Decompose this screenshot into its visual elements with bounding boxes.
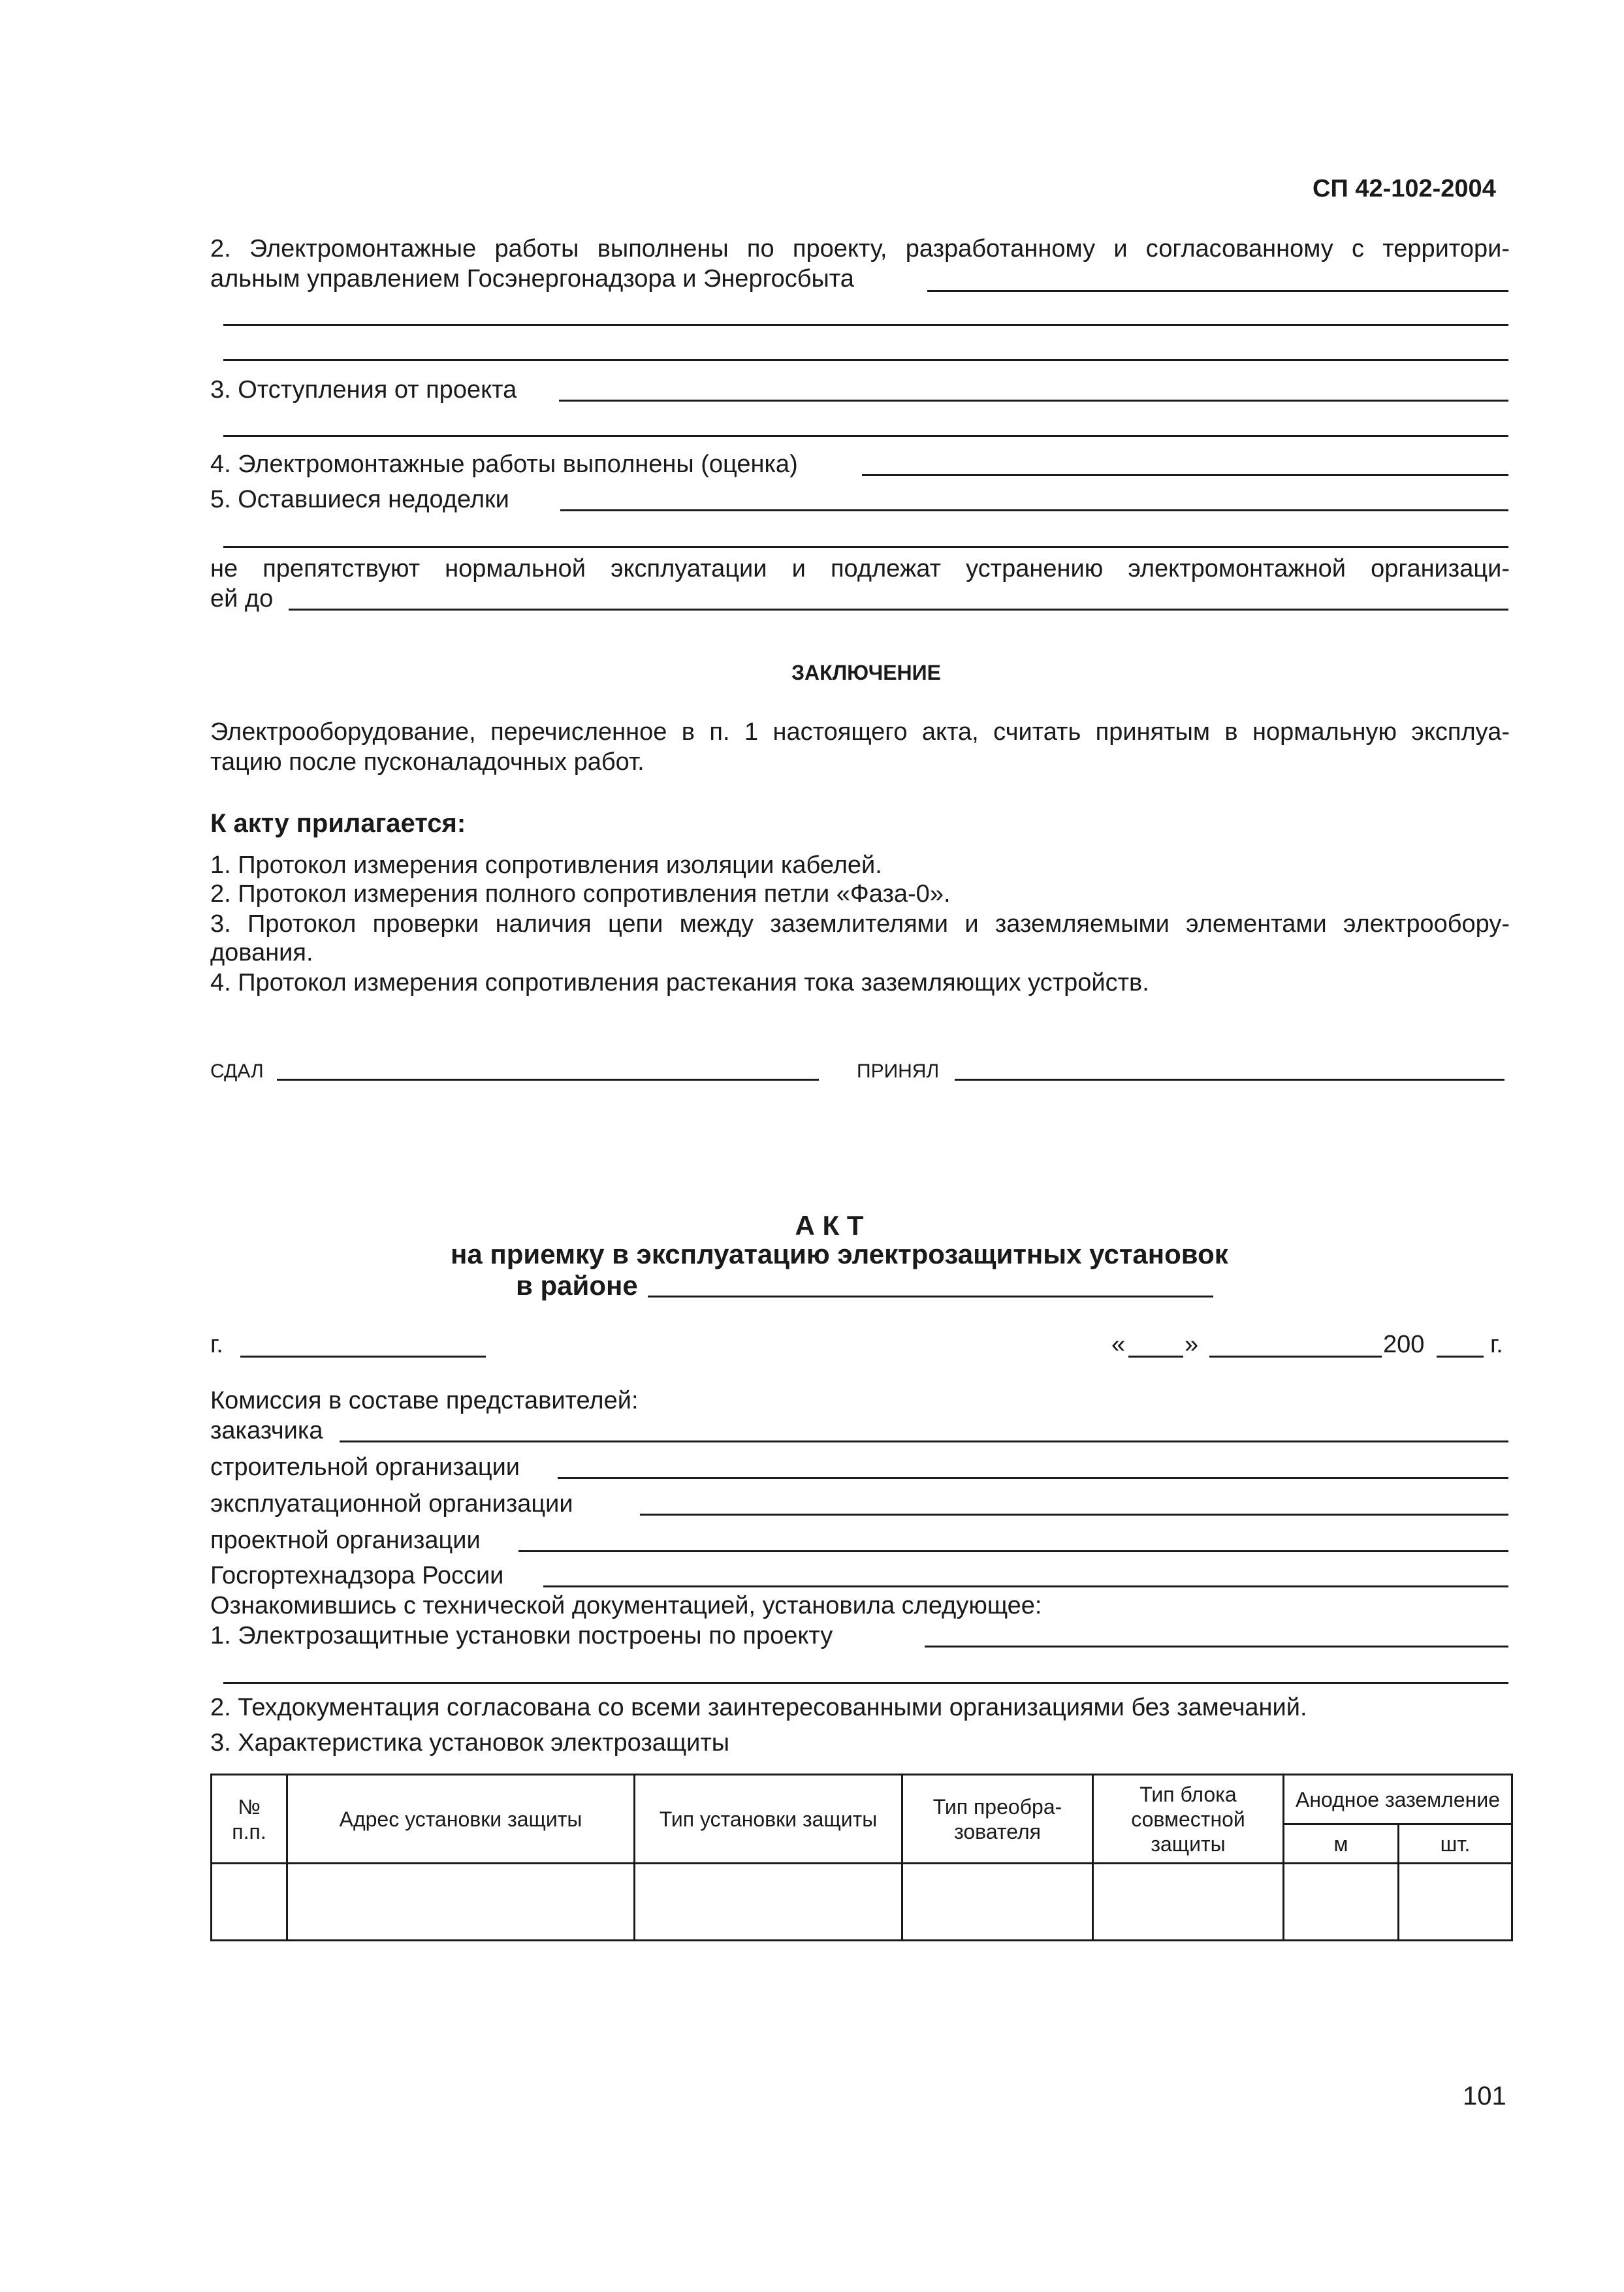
accepted-label: ПРИНЯЛ — [857, 1060, 940, 1082]
conclusion-line2: тацию после пусконаладочных работ. — [210, 748, 645, 776]
operation-label: эксплуатационной организации — [210, 1490, 573, 1518]
attachment-item3-line2: дования. — [210, 939, 313, 966]
table-cell — [287, 1864, 635, 1941]
table-cell — [1399, 1864, 1512, 1941]
table-row — [212, 1864, 1512, 1941]
item2-line1: 2. Электромонтажные работы выполнены по проекту, разработанному и согласованному с территори- — [210, 235, 1510, 263]
remainder-line2: ей до — [210, 585, 274, 613]
day-line — [1128, 1356, 1183, 1358]
design-label: проектной организации — [210, 1527, 481, 1554]
construction-line — [558, 1477, 1508, 1479]
item5-label: 5. Оставшиеся недоделки — [210, 486, 509, 513]
header-address: Адрес установки защиты — [287, 1775, 635, 1864]
design-line — [518, 1550, 1508, 1552]
header-anode-meters: м — [1284, 1824, 1399, 1864]
act-item1-label: 1. Электрозащитные установки построены по проекту — [210, 1622, 833, 1649]
remainder-fill-line — [289, 609, 1508, 611]
act-subtitle: на приемку в эксплуатацию электрозащитных установок — [451, 1239, 1228, 1269]
table-cell — [1093, 1864, 1284, 1941]
act-region-label: в районе — [516, 1270, 638, 1301]
attachment-item2: 2. Протокол измерения полного сопротивления петли «Фаза-0». — [210, 880, 951, 908]
item3-fill-line — [559, 400, 1508, 402]
item2-fill-line — [927, 290, 1508, 292]
table-cell — [902, 1864, 1093, 1941]
item5-fill-line — [560, 509, 1508, 511]
header-anode-pieces: шт. — [1399, 1824, 1512, 1864]
attachment-item1: 1. Протокол измерения сопротивления изоляции кабелей. — [210, 852, 882, 879]
customer-label: заказчика — [210, 1417, 323, 1444]
header-number-line1: № — [238, 1794, 261, 1819]
city-line — [240, 1356, 486, 1358]
item2-line2: альным управлением Госэнергонадзора и Энергосбыта — [210, 265, 854, 293]
act-item1-blank-line — [223, 1682, 1508, 1684]
header-number — [212, 1775, 287, 1864]
page-number: 101 — [1463, 2082, 1506, 2110]
act-title: А К Т — [795, 1210, 864, 1241]
attachments-title: К акту прилагается: — [210, 809, 466, 838]
accepted-signature-line — [955, 1079, 1505, 1081]
header-anode-grounding: Анодное заземление — [1284, 1775, 1512, 1824]
month-line — [1209, 1356, 1382, 1358]
conclusion-line1: Электрооборудование, перечисленное в п. 1 настоящего акта, считать принятым в нормальную эксплуа- — [210, 718, 1510, 746]
header-block-line1: Тип блока — [1139, 1782, 1237, 1806]
item3-label: 3. Отступления от проекта — [210, 376, 517, 404]
construction-label: строительной организации — [210, 1454, 520, 1481]
act-item3: 3. Характеристика установок электрозащиты — [210, 1729, 730, 1757]
conclusion-title: ЗАКЛЮЧЕНИЕ — [791, 661, 941, 684]
item4-label: 4. Электромонтажные работы выполнены (оценка) — [210, 451, 798, 478]
header-number-line2: п.п. — [232, 1819, 266, 1843]
header-converter-type — [902, 1775, 1093, 1864]
gosgor-line — [543, 1585, 1508, 1587]
act-item2: 2. Техдокументация согласована со всеми заинтересованными организациями без замечаний. — [210, 1694, 1307, 1721]
attachment-item3-line1: 3. Протокол проверки наличия цепи между заземлителями и заземляемыми элементами электрообору- — [210, 910, 1510, 938]
act-item1-line — [925, 1646, 1508, 1647]
customer-line — [340, 1440, 1508, 1442]
protection-units-table — [210, 1774, 1513, 1941]
handed-signature-line — [277, 1079, 819, 1081]
familiarized-text: Ознакомившись с технической документацией, установила следующее: — [210, 1592, 1042, 1619]
header-converter-line1: Тип преобра- — [932, 1794, 1062, 1819]
header-converter-line2: зователя — [954, 1819, 1041, 1843]
table-cell — [212, 1864, 287, 1941]
item2-blank-line-1 — [223, 324, 1508, 326]
city-prefix: г. — [210, 1331, 223, 1358]
attachment-item4: 4. Протокол измерения сопротивления растекания тока заземляющих устройств. — [210, 969, 1149, 996]
item4-fill-line — [862, 474, 1508, 476]
date-close-quote: » — [1185, 1331, 1199, 1358]
table-cell — [635, 1864, 902, 1941]
year-prefix: 200 — [1383, 1331, 1425, 1358]
item3-blank-line — [223, 435, 1508, 437]
header-block-type — [1093, 1775, 1284, 1864]
handed-label: СДАЛ — [210, 1060, 264, 1082]
item2-blank-line-2 — [223, 359, 1508, 361]
commission-label: Комиссия в составе представителей: — [210, 1387, 639, 1414]
remainder-line1: не препятствуют нормальной эксплуатации и подлежат устранению электромонтажной организаци- — [210, 555, 1510, 582]
act-region-line — [648, 1296, 1213, 1297]
gosgor-label: Госгортехнадзора России — [210, 1562, 504, 1589]
document-code: СП 42-102-2004 — [1313, 175, 1496, 202]
header-block-line3: защиты — [1151, 1832, 1226, 1856]
table-cell — [1284, 1864, 1399, 1941]
date-open-quote: « — [1111, 1331, 1126, 1358]
year-line — [1437, 1356, 1484, 1358]
item5-blank-line — [223, 546, 1508, 548]
operation-line — [640, 1514, 1508, 1516]
header-block-line2: совместной — [1131, 1807, 1245, 1831]
header-unit-type: Тип установки защиты — [635, 1775, 902, 1864]
year-suffix: г. — [1490, 1331, 1503, 1358]
